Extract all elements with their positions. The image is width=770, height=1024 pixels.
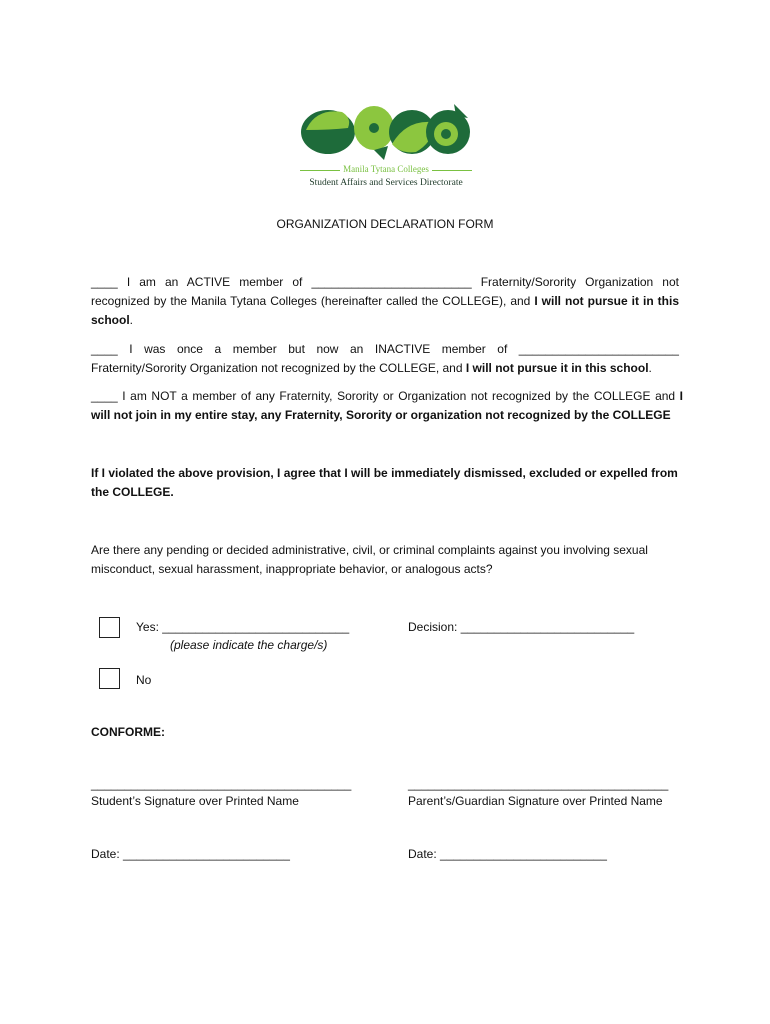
parent-signature-line[interactable]: _______________________________________ <box>408 777 669 791</box>
declaration-inactive-text: I was once a member but now an INACTIVE member of ________________________ Fraternity/Sorority Organization not recognized by the COLLEGE, and <box>91 342 679 375</box>
declaration-active-end: . <box>129 313 134 327</box>
declaration-inactive-blank[interactable]: ____ <box>91 342 118 356</box>
parent-date-field[interactable]: Date: _________________________ <box>408 847 607 861</box>
yes-checkbox[interactable] <box>99 617 120 638</box>
violation-statement: If I violated the above provision, I agree that I will be immediately dismissed, excluded or expelled from the COLLEGE. <box>91 466 678 499</box>
decision-field[interactable]: Decision: __________________________ <box>408 620 635 634</box>
declaration-not-member-text: I am NOT a member of any Fraternity, Sorority or Organization not recognized by the COLLEGE and <box>122 389 680 403</box>
conforme-heading: CONFORME: <box>91 725 165 739</box>
logo-rule-right <box>432 170 472 171</box>
college-logo <box>296 100 476 195</box>
declaration-inactive <box>91 340 679 378</box>
student-signature-label: Student’s Signature over Printed Name <box>91 794 299 808</box>
no-checkbox[interactable] <box>99 668 120 689</box>
logo-letter-a <box>354 106 394 160</box>
yes-hint: (please indicate the charge/s) <box>170 638 328 652</box>
form-title: ORGANIZATION DECLARATION FORM <box>276 217 494 231</box>
sasd-logo-graphic <box>296 100 476 164</box>
student-signature-line[interactable]: _______________________________________ <box>91 777 352 791</box>
declaration-not-member <box>91 387 683 425</box>
declaration-active-text: I am an ACTIVE member of ________________________ Fraternity/Sorority Organization not recognized by the Manila Tytana Colleges (hereinafter called the COLLEGE), and <box>91 275 679 308</box>
student-date-field[interactable]: Date: _________________________ <box>91 847 290 861</box>
complaints-question: Are there any pending or decided administrative, civil, or criminal complaints against you involving sexual misconduct, sexual harassment, inappropriate behavior, or analogous acts? <box>91 543 648 576</box>
no-label: No <box>136 673 152 687</box>
declaration-active <box>91 273 679 330</box>
declaration-not-member-blank[interactable]: ____ <box>91 389 118 403</box>
logo-letter-d <box>426 104 470 154</box>
logo-letter-s <box>301 110 355 154</box>
declaration-inactive-end: . <box>648 361 652 375</box>
logo-college-name: Manila Tytana Colleges <box>343 164 429 174</box>
yes-label[interactable]: Yes: ____________________________ <box>136 620 350 634</box>
declaration-not-member-bold: I will not join in my entire stay, any Fraternity, Sorority or organization not recognized by the COLLEGE <box>91 389 683 422</box>
declaration-active-blank[interactable]: ____ <box>91 275 118 289</box>
parent-signature-label: Parent’s/Guardian Signature over Printed Name <box>408 794 663 808</box>
declaration-inactive-bold: I will not pursue it in this school <box>465 361 649 375</box>
declaration-active-bold: I will not pursue it in this school <box>91 294 679 327</box>
logo-directorate-name: Student Affairs and Services Directorate <box>309 178 463 188</box>
